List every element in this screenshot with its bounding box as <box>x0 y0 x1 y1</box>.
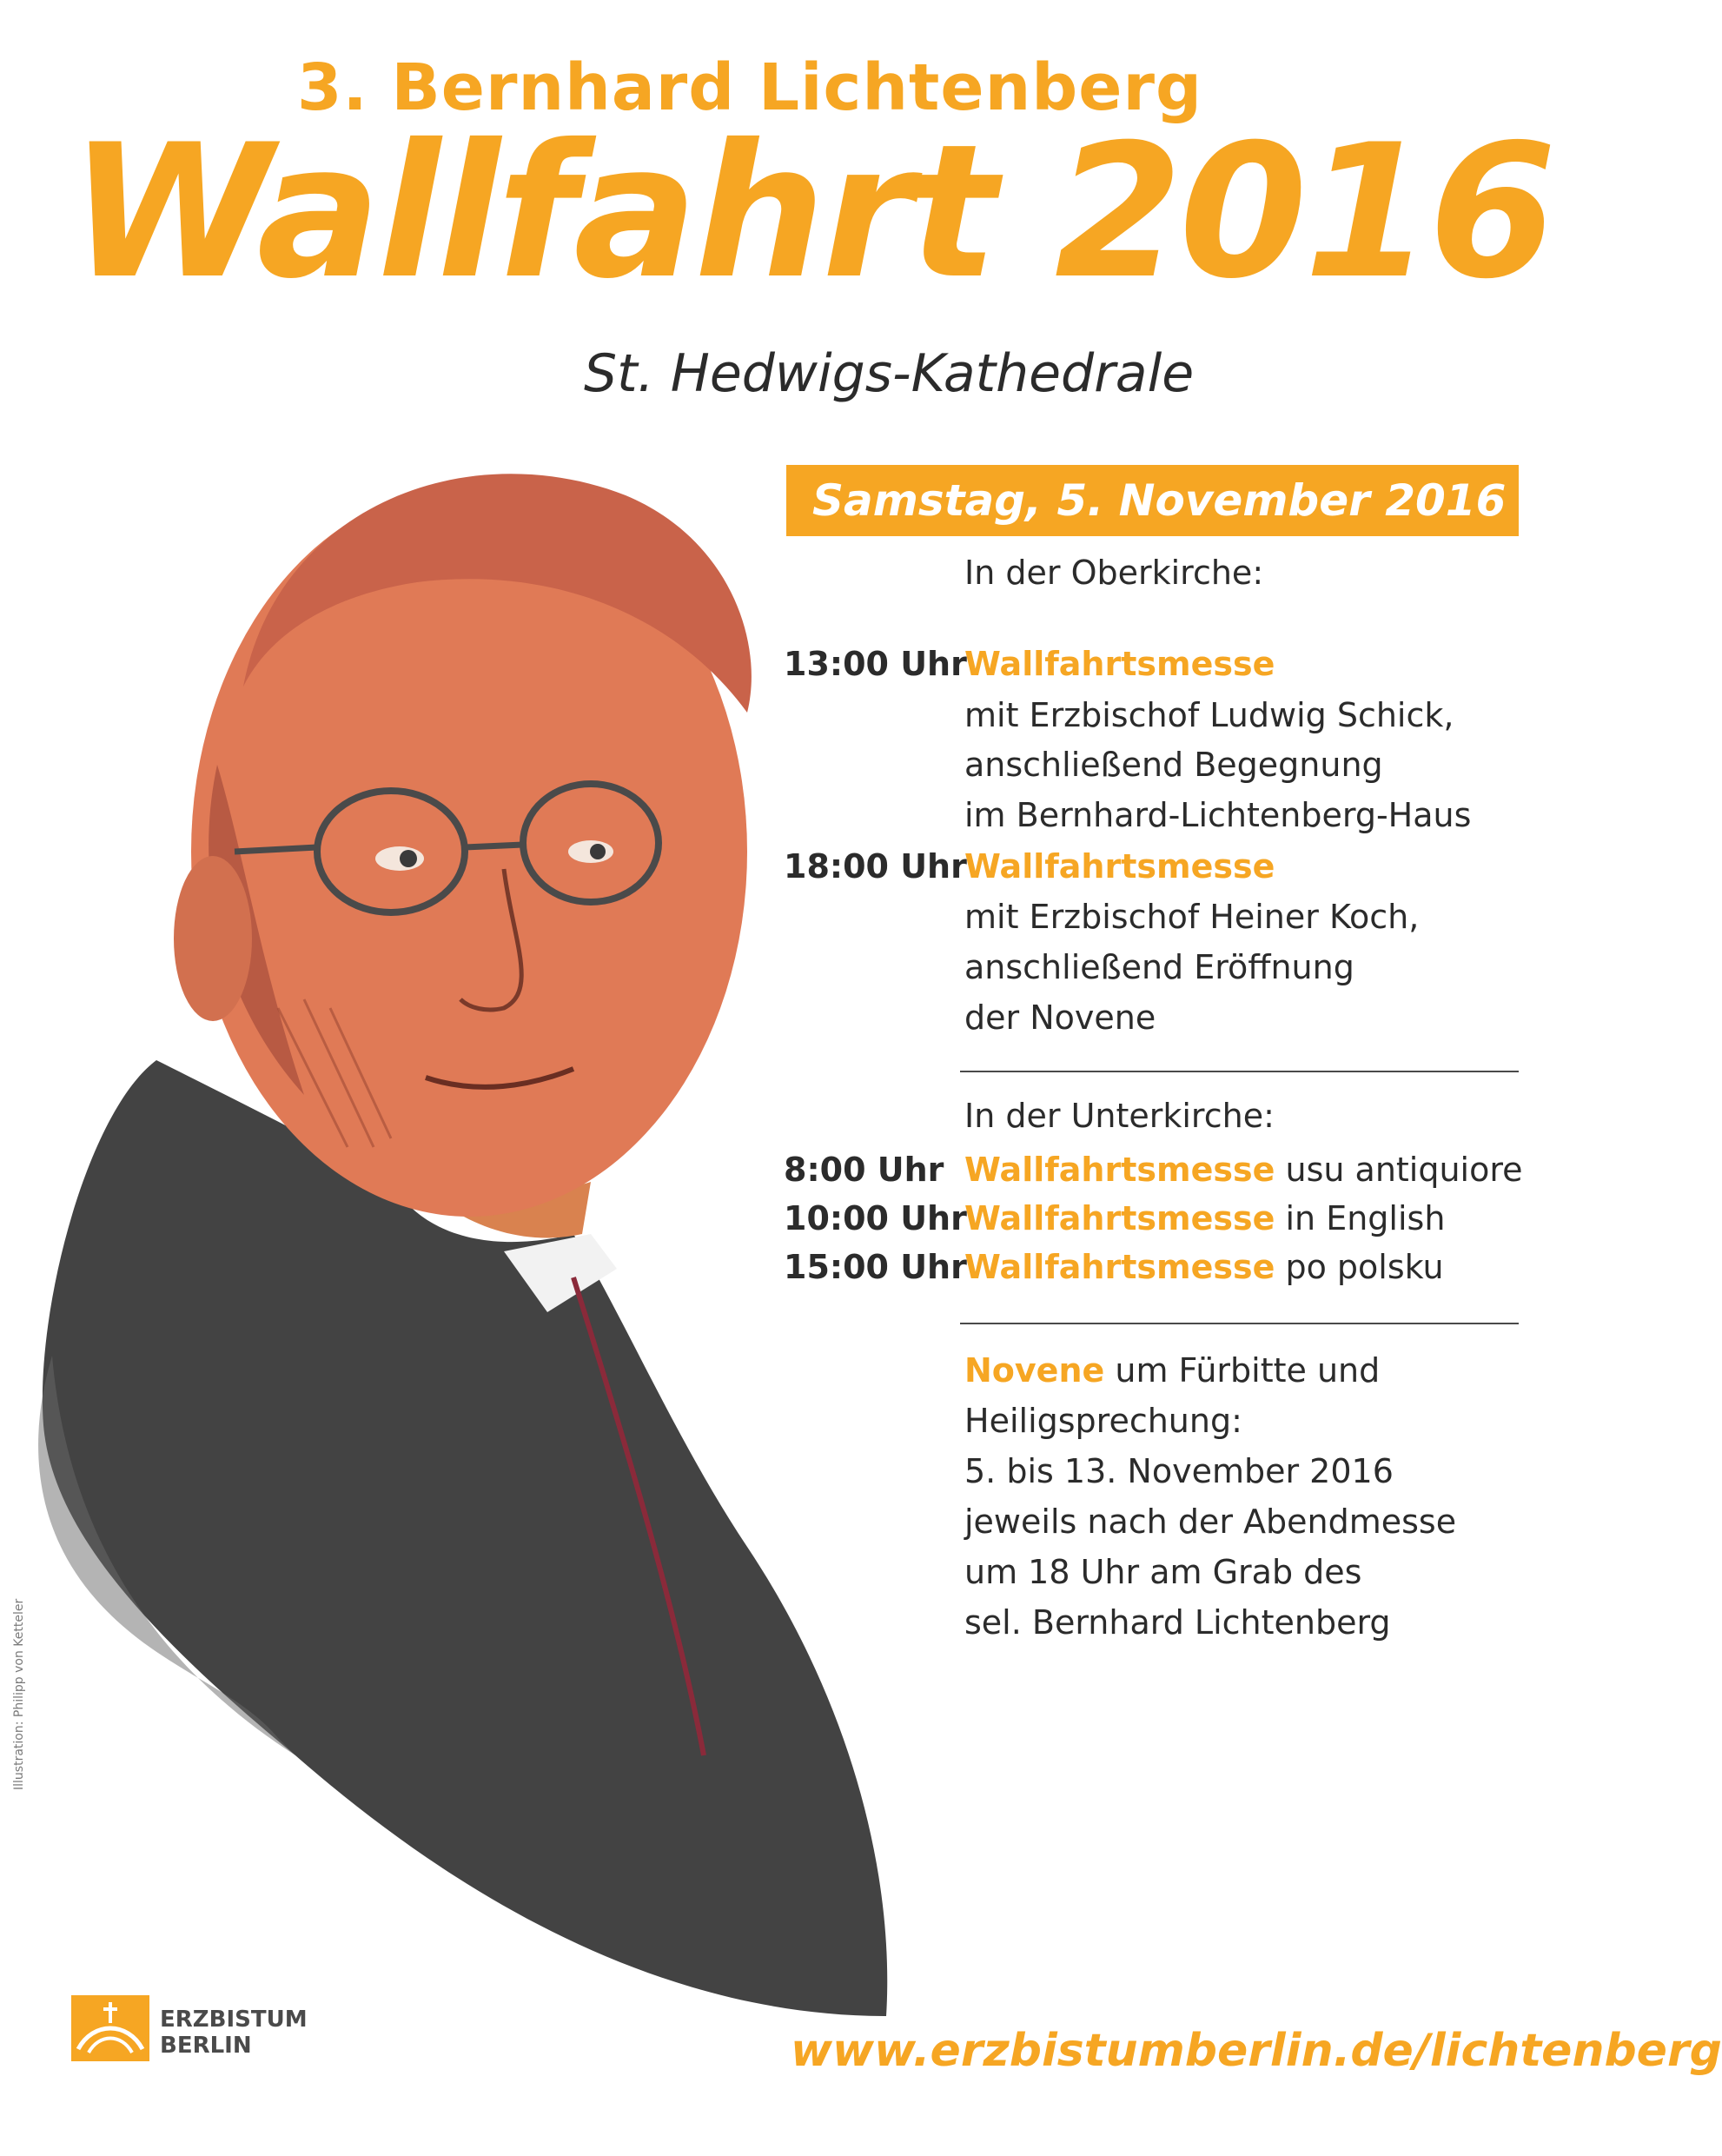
novene-text: 5. bis 13. November 2016 <box>964 1452 1394 1490</box>
novene-line <box>964 1351 1381 1390</box>
novene-text: Heiligsprechung: <box>964 1402 1242 1440</box>
venue-name: St. Hedwigs-Kathedrale <box>584 343 1195 404</box>
novene-title: Novene <box>964 1351 1105 1390</box>
erzbistum-berlin-logo-icon <box>71 1995 149 2061</box>
event-title: Wallfahrtsmesse <box>964 1199 1275 1237</box>
event-line <box>964 1199 1446 1237</box>
event-time: 10:00 Uhr <box>784 1199 967 1237</box>
logo-text <box>160 2007 308 2060</box>
event-line <box>964 1151 1523 1189</box>
event-time: 8:00 Uhr <box>784 1151 944 1189</box>
event-detail: im Bernhard-Lichtenberg-Haus <box>964 796 1472 834</box>
event-detail: mit Erzbischof Ludwig Schick, <box>964 696 1454 734</box>
logo-line1: ERZBISTUM <box>160 2007 308 2033</box>
event-detail: anschließend Eröffnung <box>964 948 1354 986</box>
illustration-credit: Illustration: Philipp von Ketteler <box>12 1598 26 1790</box>
unterkirche-heading: In der Unterkirche: <box>964 1097 1275 1135</box>
novene-text: sel. Bernhard Lichtenberg <box>964 1603 1391 1642</box>
website-link[interactable]: www.erzbistumberlin.de/lichtenberg <box>791 2025 1722 2077</box>
event-detail: der Novene <box>964 998 1156 1037</box>
section-divider <box>960 1323 1519 1324</box>
event-time: 18:00 Uhr <box>784 847 967 886</box>
event-detail: anschließend Begegnung <box>964 746 1383 784</box>
oberkirche-heading: In der Oberkirche: <box>964 554 1264 592</box>
event-title: Wallfahrtsmesse <box>964 1248 1275 1286</box>
event-suffix: in English <box>1285 1199 1446 1237</box>
section-divider <box>960 1071 1519 1072</box>
poster-subtitle: 3. Bernhard Lichtenberg <box>297 50 1202 125</box>
event-time: 15:00 Uhr <box>784 1248 967 1286</box>
event-suffix: po polsku <box>1285 1248 1444 1286</box>
event-title: Wallfahrtsmesse <box>964 645 1275 683</box>
event-title: Wallfahrtsmesse <box>964 1151 1275 1189</box>
event-suffix: usu antiquiore <box>1285 1151 1523 1189</box>
novene-text: um Fürbitte und <box>1115 1351 1381 1390</box>
logo-line2: BERLIN <box>160 2032 252 2059</box>
event-time: 13:00 Uhr <box>784 645 967 683</box>
event-line <box>964 1250 1444 1284</box>
event-title: Wallfahrtsmesse <box>964 847 1275 886</box>
event-detail: mit Erzbischof Heiner Koch, <box>964 898 1420 936</box>
novene-text: um 18 Uhr am Grab des <box>964 1553 1362 1591</box>
poster-title: Wallfahrt 2016 <box>70 104 1553 319</box>
date-banner: Samstag, 5. November 2016 <box>786 465 1519 536</box>
novene-text: jeweils nach der Abendmesse <box>964 1503 1457 1541</box>
